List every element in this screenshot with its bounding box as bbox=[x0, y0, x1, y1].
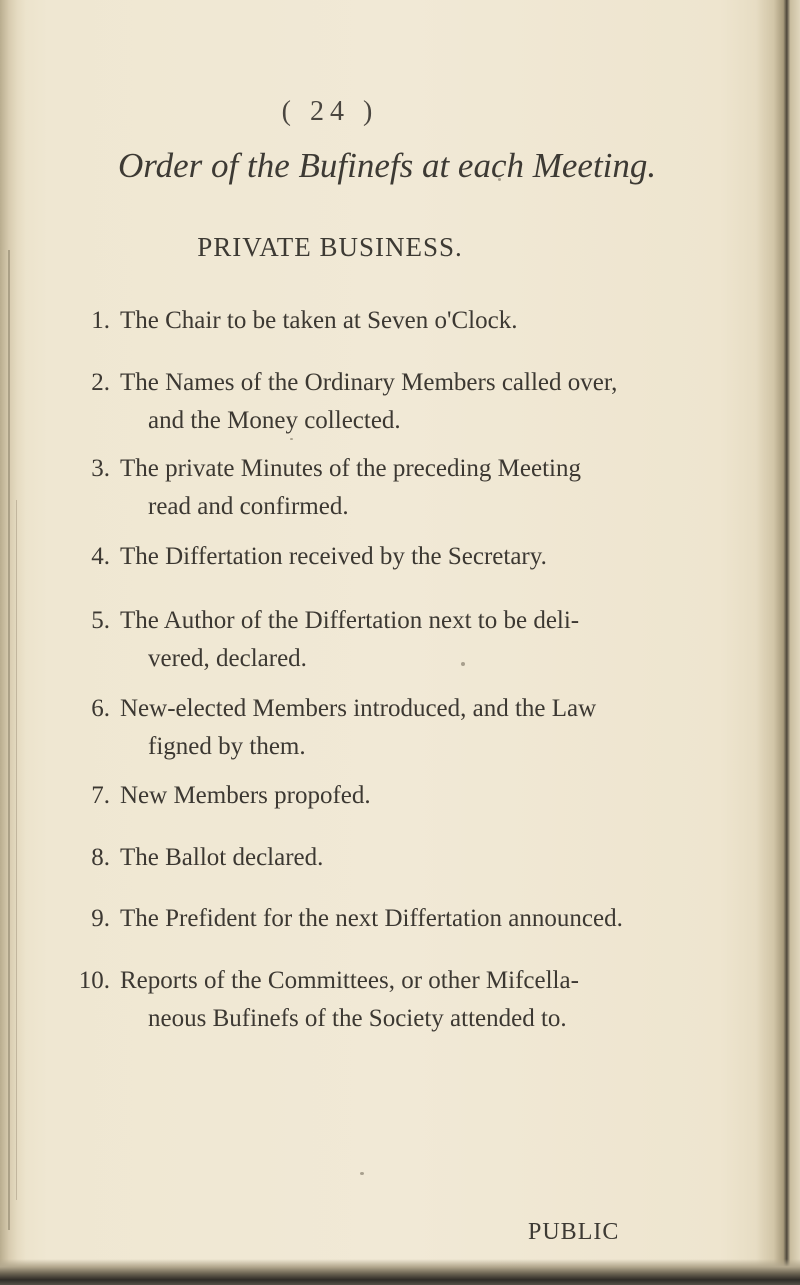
item-line: and the Money collected. bbox=[148, 407, 401, 434]
item-text bbox=[120, 302, 640, 340]
item-number: 7. bbox=[91, 782, 110, 809]
item-line: read and confirmed. bbox=[148, 493, 349, 520]
page-edge-right bbox=[756, 0, 800, 1285]
item-line: The Ballot declared. bbox=[120, 844, 324, 871]
item-number: 1. bbox=[91, 307, 110, 334]
item-line: vered, declared. bbox=[148, 645, 307, 672]
item-text bbox=[120, 777, 640, 815]
item-number: 2. bbox=[91, 369, 110, 396]
page-number: ( 24 ) bbox=[281, 96, 379, 127]
item-number: 10. bbox=[78, 967, 110, 994]
page-edge-bottom bbox=[0, 1259, 800, 1285]
item-text bbox=[120, 962, 640, 1038]
item-number: 3. bbox=[91, 455, 110, 482]
item-text bbox=[120, 900, 640, 938]
item-line: New Members propofed. bbox=[120, 782, 371, 809]
item-line: The Prefident for the next Differtation announced. bbox=[120, 905, 623, 932]
item-text bbox=[120, 538, 640, 576]
item-number: 6. bbox=[91, 695, 110, 722]
item-line: The Names of the Ordinary Members called over, bbox=[120, 369, 618, 396]
item-number: 9. bbox=[91, 905, 110, 932]
item-text bbox=[120, 602, 640, 678]
section-heading: PRIVATE BUSINESS. bbox=[197, 232, 463, 262]
item-line: Reports of the Committees, or other Mifcella- bbox=[120, 967, 579, 994]
item-line: The Differtation received by the Secretary. bbox=[120, 543, 547, 570]
item-line: figned by them. bbox=[148, 733, 306, 760]
item-line: The private Minutes of the preceding Meeting bbox=[120, 455, 581, 482]
item-text bbox=[120, 364, 640, 440]
item-text bbox=[120, 450, 640, 526]
item-line: New-elected Members introduced, and the Law bbox=[120, 695, 597, 722]
item-line: neous Bufinefs of the Society attended to. bbox=[148, 1005, 567, 1032]
item-line: The Author of the Differtation next to be deli- bbox=[120, 607, 580, 634]
item-text bbox=[120, 690, 640, 766]
item-text bbox=[120, 839, 640, 877]
catchword: PUBLIC bbox=[528, 1219, 620, 1245]
item-number: 4. bbox=[91, 543, 110, 570]
item-line: The Chair to be taken at Seven o'Clock. bbox=[120, 307, 518, 334]
page-heading: Order of the Bufinefs at each Meeting. bbox=[118, 146, 657, 185]
item-number: 5. bbox=[91, 607, 110, 634]
item-number: 8. bbox=[91, 844, 110, 871]
